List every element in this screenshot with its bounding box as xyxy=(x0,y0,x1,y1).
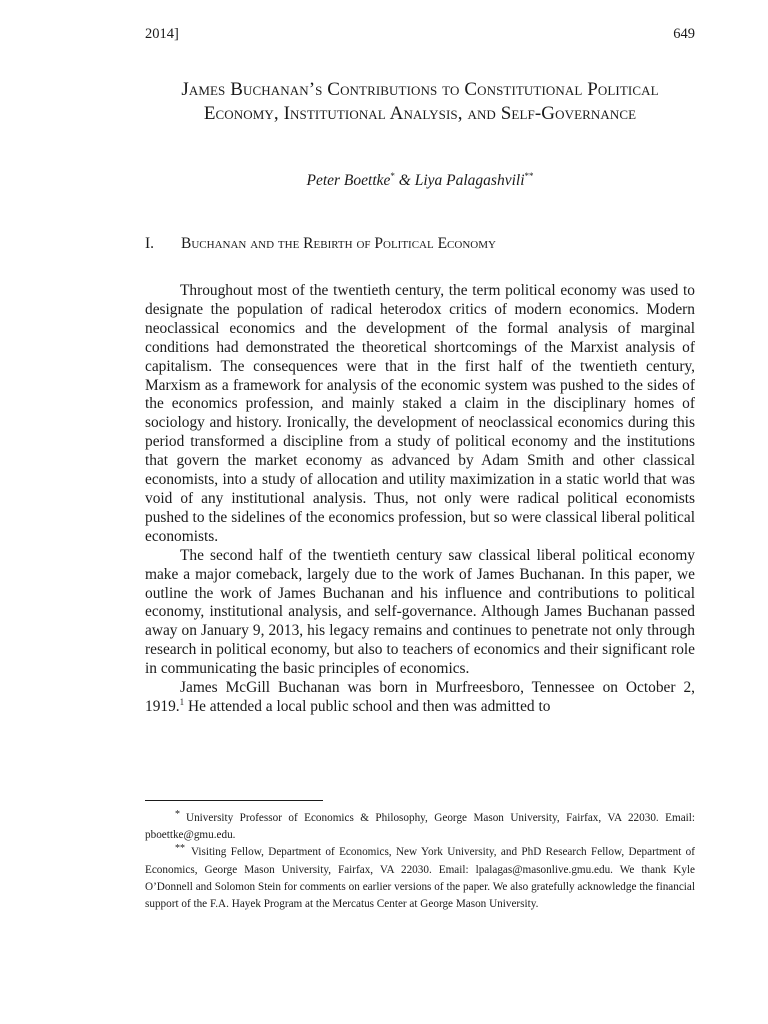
footnote-mark: ** xyxy=(175,843,185,855)
footnote-text: University Professor of Economics & Philosophy, George Mason University, Fairfax, VA 22030. Email: pboettke@gmu.edu. xyxy=(145,812,695,842)
paragraph: The second half of the twentieth century saw classical liberal political economy make a major comeback, largely due to the work of James Buchanan. In this paper, we outline the work of James Buchanan and his influence and contributions to political economy, institutional analysis, and self-governance. Although James Buchanan passed away on January 9, 2013, his legacy remains and continues to penetrate not only through research in political economy, but also to teachers of economics and their significant role in communicating the basic principles of economics. xyxy=(145,546,695,678)
body-text xyxy=(145,282,695,717)
author-footnote-mark: * xyxy=(390,171,395,181)
author-separator: & xyxy=(394,172,415,189)
author-line xyxy=(145,171,695,190)
footnote-divider xyxy=(145,800,323,801)
author-name: Liya Palagashvili xyxy=(414,172,525,189)
author-footnote-mark: ** xyxy=(524,171,534,181)
footnote-text: Visiting Fellow, Department of Economics, New York University, and PhD Research Fellow, Department of Economics, George Mason University, Fairfax, VA 22030. Email: lpalagas@masonlive.gmu.edu. We thank Kyle O’Donnell and Solomon Stein for comments on earlier versions of the paper. We also gratefully acknowledge the financial support of the F.A. Hayek Program at the Mercatus Center at George Mason University. xyxy=(145,846,695,911)
article-title: James Buchanan’s Contributions to Constitutional Political Economy, Institutional Analysis, and Self-Governance xyxy=(181,79,659,124)
footnote-reference: 1 xyxy=(179,696,185,707)
footnote-mark: * xyxy=(175,809,180,820)
footnotes xyxy=(145,810,695,913)
footnote xyxy=(145,844,695,913)
paragraph xyxy=(145,679,695,717)
author-name: Peter Boettke xyxy=(306,172,391,189)
section-heading xyxy=(145,235,695,253)
paragraph: Throughout most of the twentieth century, the term political economy was used to designate the population of radical heterodox critics of modern economics. Modern neoclassical economics and the development of the formal analysis of marginal conditions had demonstrated the theoretical shortcomings of the Marxist analysis of capitalism. The consequences were that in the first half of the twentieth century, Marxism as a framework for analysis of the economic system was pushed to the sides of the economics profession, and mainly staked a claim in the disciplinary homes of sociology and history. Ironically, the development of neoclassical economics during this period transformed a discipline from a study of political economy and the institutions that govern the market economy as advanced by Adam Smith and other classical economists, into a study of allocation and utility maximization in a static world that was void of any institutional analysis. Thus, not only were radical political economists pushed to the sidelines of the economics profession, but so were classical liberal political economists. xyxy=(145,282,695,545)
page-number: 649 xyxy=(673,26,695,42)
section-number: I. xyxy=(145,235,155,252)
paragraph-text: James McGill Buchanan was born in Murfreesboro, Tennessee on October 2, 1919. xyxy=(145,679,695,715)
paragraph-text: He attended a local public school and then was admitted to xyxy=(184,697,551,715)
running-head-date: 2014] xyxy=(145,26,179,42)
section-title: Buchanan and the Rebirth of Political Economy xyxy=(181,235,496,252)
running-head xyxy=(145,26,695,43)
footnote xyxy=(145,810,695,844)
